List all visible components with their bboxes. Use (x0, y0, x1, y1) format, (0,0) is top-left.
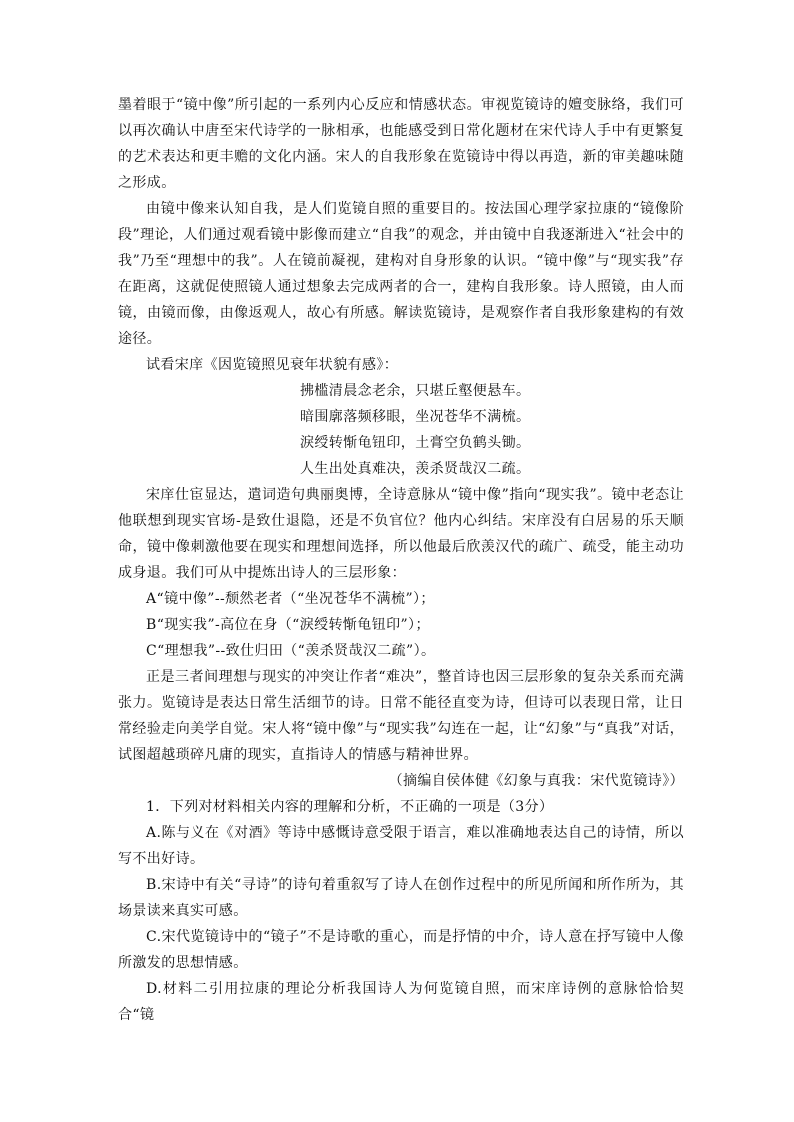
poem-block (118, 378, 684, 482)
question-option-a: A.陈与义在《对酒》等诗中感慨诗意受限于语言，难以准确地表达自己的诗情，所以写不出好诗。 (118, 825, 684, 867)
source-citation: （摘编自侯体健《幻象与真我：宋代览镜诗》） (388, 773, 684, 789)
question-option-c: C.宋代览镜诗中的“镜子”不是诗歌的重心，而是抒情的中介，诗人意在抒写镜中人像所激发的思想情感。 (118, 929, 684, 971)
question-stem: 1．下列对材料相关内容的理解和分析，不正确的一项是（3分） (146, 799, 554, 815)
paragraph-poem-intro: 试看宋庠《因览镜照见衰年状貌有感》： (146, 357, 399, 373)
layer-item-c: C“理想我”--致仕归田（“羡杀贤哉汉二疏”）。 (146, 643, 436, 659)
poem-line-3: 淚绶转惭龟钮印，土膏空负鹤头锄。 (300, 435, 531, 451)
paragraph-continued: 墨着眼于“镜中像”所引起的一系列内心反应和情感状态。审视览镜诗的嬗变脉络，我们可以再次确认中唐至宋代诗学的一脉相承，也能感受到日常化题材在宋代诗人手中有更繁复的艺术表达和更丰赡的文化内涵。宋人的自我形象在览镜诗中得以再造，新的审美趣味随之形成。 (118, 97, 684, 191)
poem-line-1: 拂槛清晨念老余，只堪丘壑便悬车。 (300, 383, 531, 399)
question-option-b: B.宋诗中有关“寻诗”的诗句着重叙写了诗人在创作过程中的所见所闻和所作所为，其场景读来真实可感。 (118, 877, 684, 919)
question-option-d: D.材料二引用拉康的理论分析我国诗人为何览镜自照，而宋庠诗例的意脉恰恰契合“镜 (118, 981, 684, 1023)
poem-line-4: 人生出处真难决，羡杀贤哉汉二疏。 (300, 461, 531, 477)
layer-item-b: B“现实我”-高位在身（“淚绶转惭龟钮印”）； (146, 617, 430, 633)
paragraph-poem-analysis: 宋庠仕宦显达，遣词造句典丽奥博，全诗意脉从“镜中像”指向“现实我”。镜中老态让他联想到现实官场-是致仕退隐，还是不负官位？他内心纠结。宋庠没有白居易的乐天顺命，镜中像刺激他要在现实和理想间选择，所以他最后欣羡汉代的疏广、疏受，能主动功成身退。我们可从中提炼出诗人的三层形象： (118, 487, 684, 581)
paragraph-conclusion: 正是三者间理想与现实的冲突让作者“难决”，整首诗也因三层形象的复杂关系而充满张力。览镜诗是表达日常生活细节的诗。日常不能径直变为诗，但诗可以表现日常，让日常经验走向美学自觉。宋人将“镜中像”与“现实我”勾连在一起，让“幻象”与“真我”对话，试图超越琐碎凡庸的现实，直指诗人的情感与精神世界。 (118, 669, 684, 763)
poem-line-2: 暗围廓落频移眼，坐况苍华不满梳。 (300, 409, 531, 425)
layer-item-a: A“镜中像”--颓然老者（“坐况苍华不满梳”）； (146, 591, 435, 607)
paragraph-lacan-theory: 由镜中像来认知自我，是人们览镜自照的重要目的。按法国心理学家拉康的“镜像阶段”理论，人们通过观看镜中影像而建立“自我”的观念，并由镜中自我逐渐进入“社会中的我”乃至“理想中的我”。人在镜前凝视，建构对自身形象的认识。“镜中像”与“现实我”存在距离，这就促使照镜人通过想象去完成两者的合一，建构自我形象。诗人照镜，由人而镜，由镜而像，由像返观人，故心有所感。解读览镜诗，是观察作者自我形象建构的有效途径。 (118, 201, 684, 347)
article-body (118, 92, 684, 1028)
